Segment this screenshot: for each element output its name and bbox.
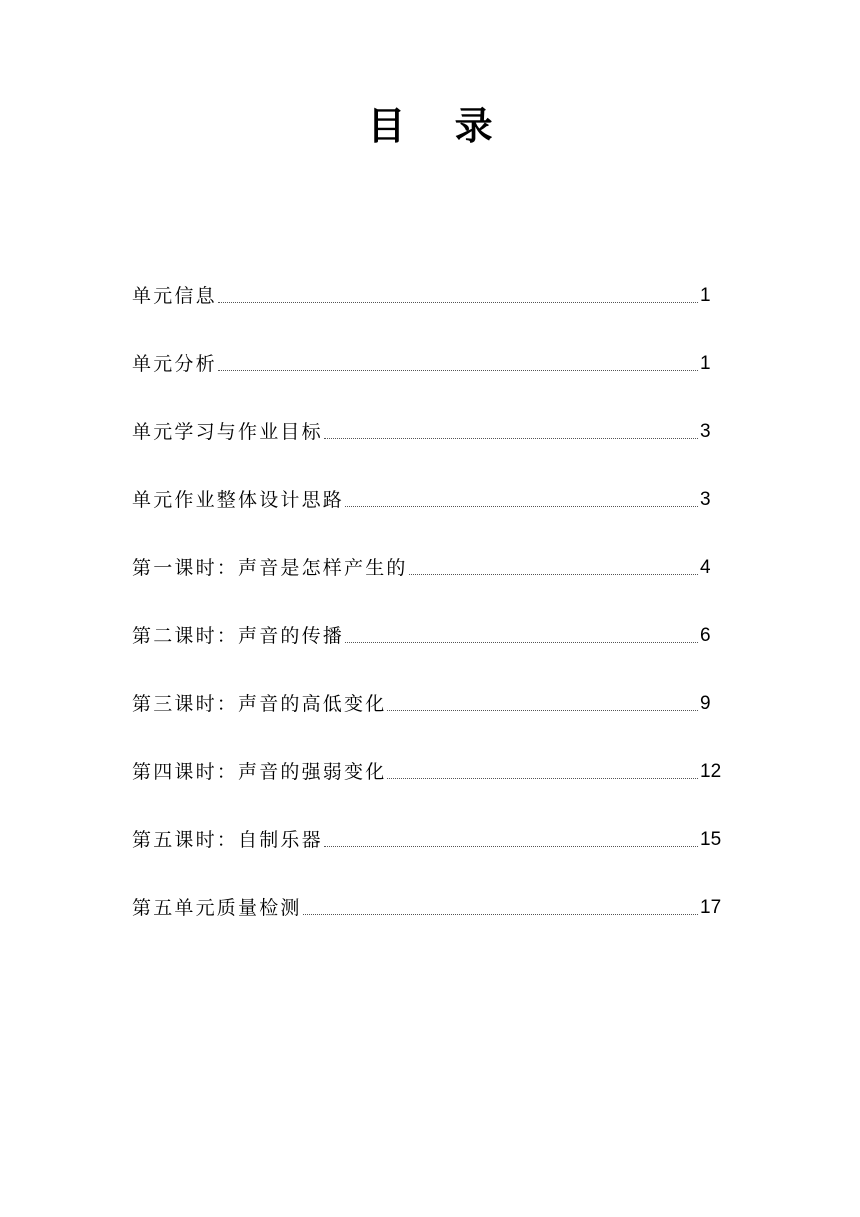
toc-entry-label: 单元学习与作业目标 xyxy=(132,421,323,443)
toc-entry-label: 单元分析 xyxy=(132,353,217,375)
toc-entry-unit-analysis[interactable] xyxy=(132,314,722,382)
dot-leader xyxy=(324,845,698,847)
page-title: 目 录 xyxy=(367,104,511,148)
toc-entry-quality-test[interactable] xyxy=(132,858,722,926)
toc-entry-label: 第三课时：声音的高低变化 xyxy=(132,693,387,715)
toc-page-number: 1 xyxy=(700,285,711,306)
toc-entry-label: 第一课时：声音是怎样产生的 xyxy=(132,557,408,579)
toc-page-number: 12 xyxy=(700,761,722,782)
dot-leader xyxy=(409,573,698,575)
dot-leader xyxy=(218,301,698,303)
toc-page-number: 9 xyxy=(700,693,711,714)
toc-page-number: 6 xyxy=(700,625,711,646)
toc-entry-label: 单元作业整体设计思路 xyxy=(132,489,345,511)
toc-page-number: 3 xyxy=(700,421,711,442)
toc-page-number: 1 xyxy=(700,353,711,374)
toc-page-number: 3 xyxy=(700,489,711,510)
toc-entry-learning-goals[interactable] xyxy=(132,382,722,450)
toc-entry-label: 第五单元质量检测 xyxy=(132,897,302,919)
toc-page-number: 15 xyxy=(700,829,722,850)
toc-entry-lesson-1[interactable] xyxy=(132,518,722,586)
toc-entry-lesson-2[interactable] xyxy=(132,586,722,654)
toc-entry-label: 单元信息 xyxy=(132,285,217,307)
toc-page-number: 4 xyxy=(700,557,711,578)
dot-leader xyxy=(387,709,698,711)
toc-entry-lesson-5[interactable] xyxy=(132,790,722,858)
dot-leader xyxy=(387,777,698,779)
toc-entry-label: 第二课时：声音的传播 xyxy=(132,625,345,647)
table-of-contents xyxy=(132,246,722,926)
dot-leader xyxy=(303,913,698,915)
toc-entry-label: 第四课时：声音的强弱变化 xyxy=(132,761,387,783)
dot-leader xyxy=(324,437,698,439)
toc-entry-unit-info[interactable] xyxy=(132,246,722,314)
dot-leader xyxy=(345,641,698,643)
toc-page-number: 17 xyxy=(700,897,722,918)
toc-entry-lesson-4[interactable] xyxy=(132,722,722,790)
dot-leader xyxy=(345,505,698,507)
toc-entry-design-approach[interactable] xyxy=(132,450,722,518)
dot-leader xyxy=(218,369,698,371)
toc-entry-lesson-3[interactable] xyxy=(132,654,722,722)
toc-entry-label: 第五课时：自制乐器 xyxy=(132,829,323,851)
